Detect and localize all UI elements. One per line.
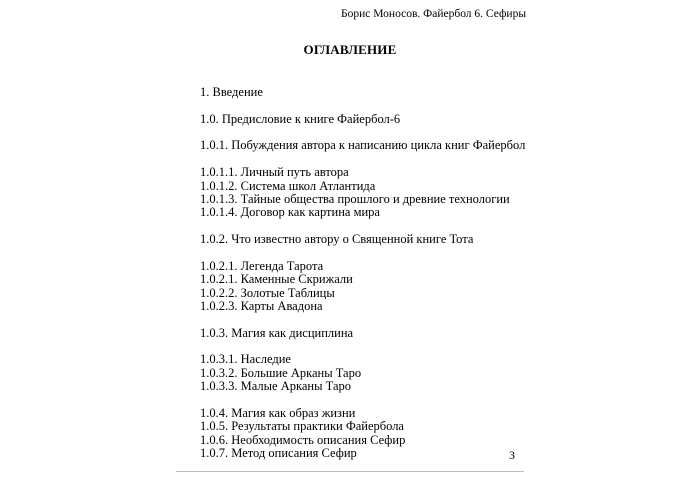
toc-entry: 1.0.2.2. Золотые Таблицы	[200, 285, 335, 300]
toc-entry: 1.0.1.3. Тайные общества прошлого и древние технологии	[200, 191, 510, 206]
toc-entry: 1.0.1.4. Договор как картина мира	[200, 205, 380, 220]
toc-group	[200, 139, 525, 152]
toc-entry: 1.0.5. Результаты практики Файербола	[200, 419, 404, 434]
table-of-contents	[200, 86, 525, 474]
toc-group	[200, 327, 525, 340]
toc-entry: 1.0.3. Магия как дисциплина	[200, 325, 354, 340]
footer-divider	[176, 471, 524, 472]
toc-entry: 1.0.2.1. Легенда Тарота	[200, 258, 324, 273]
toc-entry: 1.0.7. Метод описания Сефир	[200, 446, 357, 461]
toc-entry: 1.0.2. Что известно автору о Священной книге Тота	[200, 232, 474, 247]
running-header: Борис Моносов. Файербол 6. Сефиры	[341, 8, 527, 20]
toc-group	[200, 260, 525, 314]
toc-entry: 1.0.3.2. Большие Арканы Таро	[200, 365, 362, 380]
toc-entry: 1.0. Предисловие к книге Файербол-6	[200, 111, 401, 126]
toc-group	[200, 233, 525, 246]
toc-group	[200, 113, 525, 126]
toc-entry: 1.0.1.1. Личный путь автора	[200, 165, 349, 180]
page-title: ОГЛАВЛЕНИЕ	[303, 42, 397, 57]
toc-entry: 1.0.4. Магия как образ жизни	[200, 405, 356, 420]
toc-group	[200, 353, 525, 393]
toc-entry: 1.0.3.3. Малые Арканы Таро	[200, 379, 352, 394]
toc-entry: 1. Введение	[200, 85, 263, 99]
toc-entry: 1.0.3.1. Наследие	[200, 352, 291, 367]
toc-entry: 1.0.6. Необходимость описания Сефир	[200, 432, 406, 447]
toc-entry: 1.0.2.1. Каменные Скрижали	[200, 272, 353, 287]
toc-group	[200, 86, 525, 99]
page-number: 3	[509, 448, 515, 462]
toc-entry: 1.0.1.2. Система школ Атлантида	[200, 178, 376, 193]
toc-group	[200, 166, 525, 220]
toc-entry: 1.0.1. Побуждения автора к написанию цикла книг Файербол	[200, 138, 526, 153]
toc-group	[200, 407, 525, 461]
toc-entry: 1.0.2.3. Карты Авадона	[200, 298, 323, 313]
